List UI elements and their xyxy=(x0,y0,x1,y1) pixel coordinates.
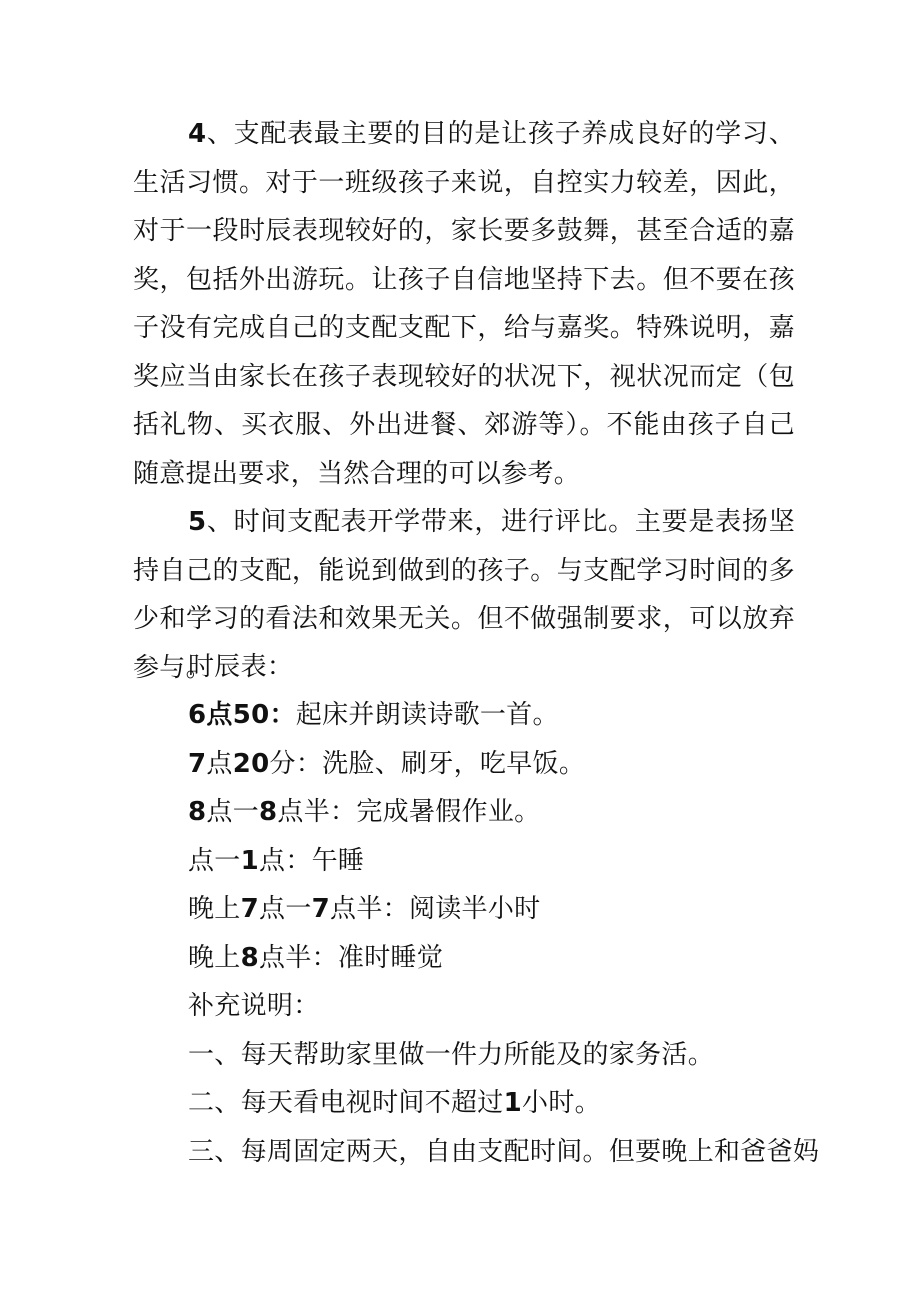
schedule-activity: 准时睡觉 xyxy=(337,943,444,973)
schedule-activity: 完成暑假作业。 xyxy=(356,797,541,827)
schedule-activity: 阅读半小时 xyxy=(408,894,541,924)
schedule-time: 点一1点： xyxy=(188,846,312,876)
schedule-item xyxy=(188,740,585,789)
schedule-time: 晚上7点一7点半： xyxy=(188,894,409,924)
schedule-activity: 起床并朗读诗歌一首。 xyxy=(295,700,559,730)
schedule-time: 8点一8点半： xyxy=(188,797,357,827)
note-item: 二、每天看电视时间不超过1小时。 xyxy=(188,1088,601,1118)
schedule-time: 6点50： xyxy=(188,700,296,730)
paragraph-text: 、支配表最主要的目的是让孩子养成良好的学习、生活习惯。对于一班级孩子来说，自控实力较差，因此，对于一段时辰表现较好的，家长要多鼓舞，甚至合适的嘉奖，包括外出游玩。让孩子自信地坚持下去。但不要在孩子没有完成自己的支配支配下，给与嘉奖。特殊说明，嘉奖应当由家长在孩子表现较好的状况下，视状况而定（包括礼物、买衣服、外出进餐、郊游等）。不能由孩子自己随意提出要求，当然合理的可以参考。 xyxy=(133,119,795,489)
note-item: 一、每天帮助家里做一件力所能及的家务活。 xyxy=(188,1040,715,1070)
schedule-item xyxy=(188,691,559,740)
schedule-heading: 时辰表： xyxy=(188,652,294,682)
notes-heading: 补充说明： xyxy=(188,991,320,1021)
schedule-item xyxy=(188,885,540,934)
schedule-time: 7点20分： xyxy=(188,749,323,779)
schedule-activity: 洗脸、刷牙，吃早饭。 xyxy=(322,749,586,779)
note-item: 三、每周固定两天，自由支配时间。但要晚上和爸爸妈 xyxy=(188,1137,820,1167)
schedule-item xyxy=(188,837,364,886)
schedule-time: 晚上8点半： xyxy=(188,943,338,973)
schedule-item xyxy=(188,934,443,983)
paragraph-4 xyxy=(133,110,795,498)
paragraph-number: 5 xyxy=(188,507,207,537)
schedule-activity: 午睡 xyxy=(311,846,365,876)
paragraph-text: 、时间支配表开学带来，进行评比。主要是表扬坚持自己的支配，能说到做到的孩子。与支配学习时间的多少和学习的看法和效果无关。但不做强制要求，可以放弃参与。 xyxy=(133,507,795,683)
paragraph-number: 4 xyxy=(188,119,207,149)
schedule-item xyxy=(188,788,540,837)
